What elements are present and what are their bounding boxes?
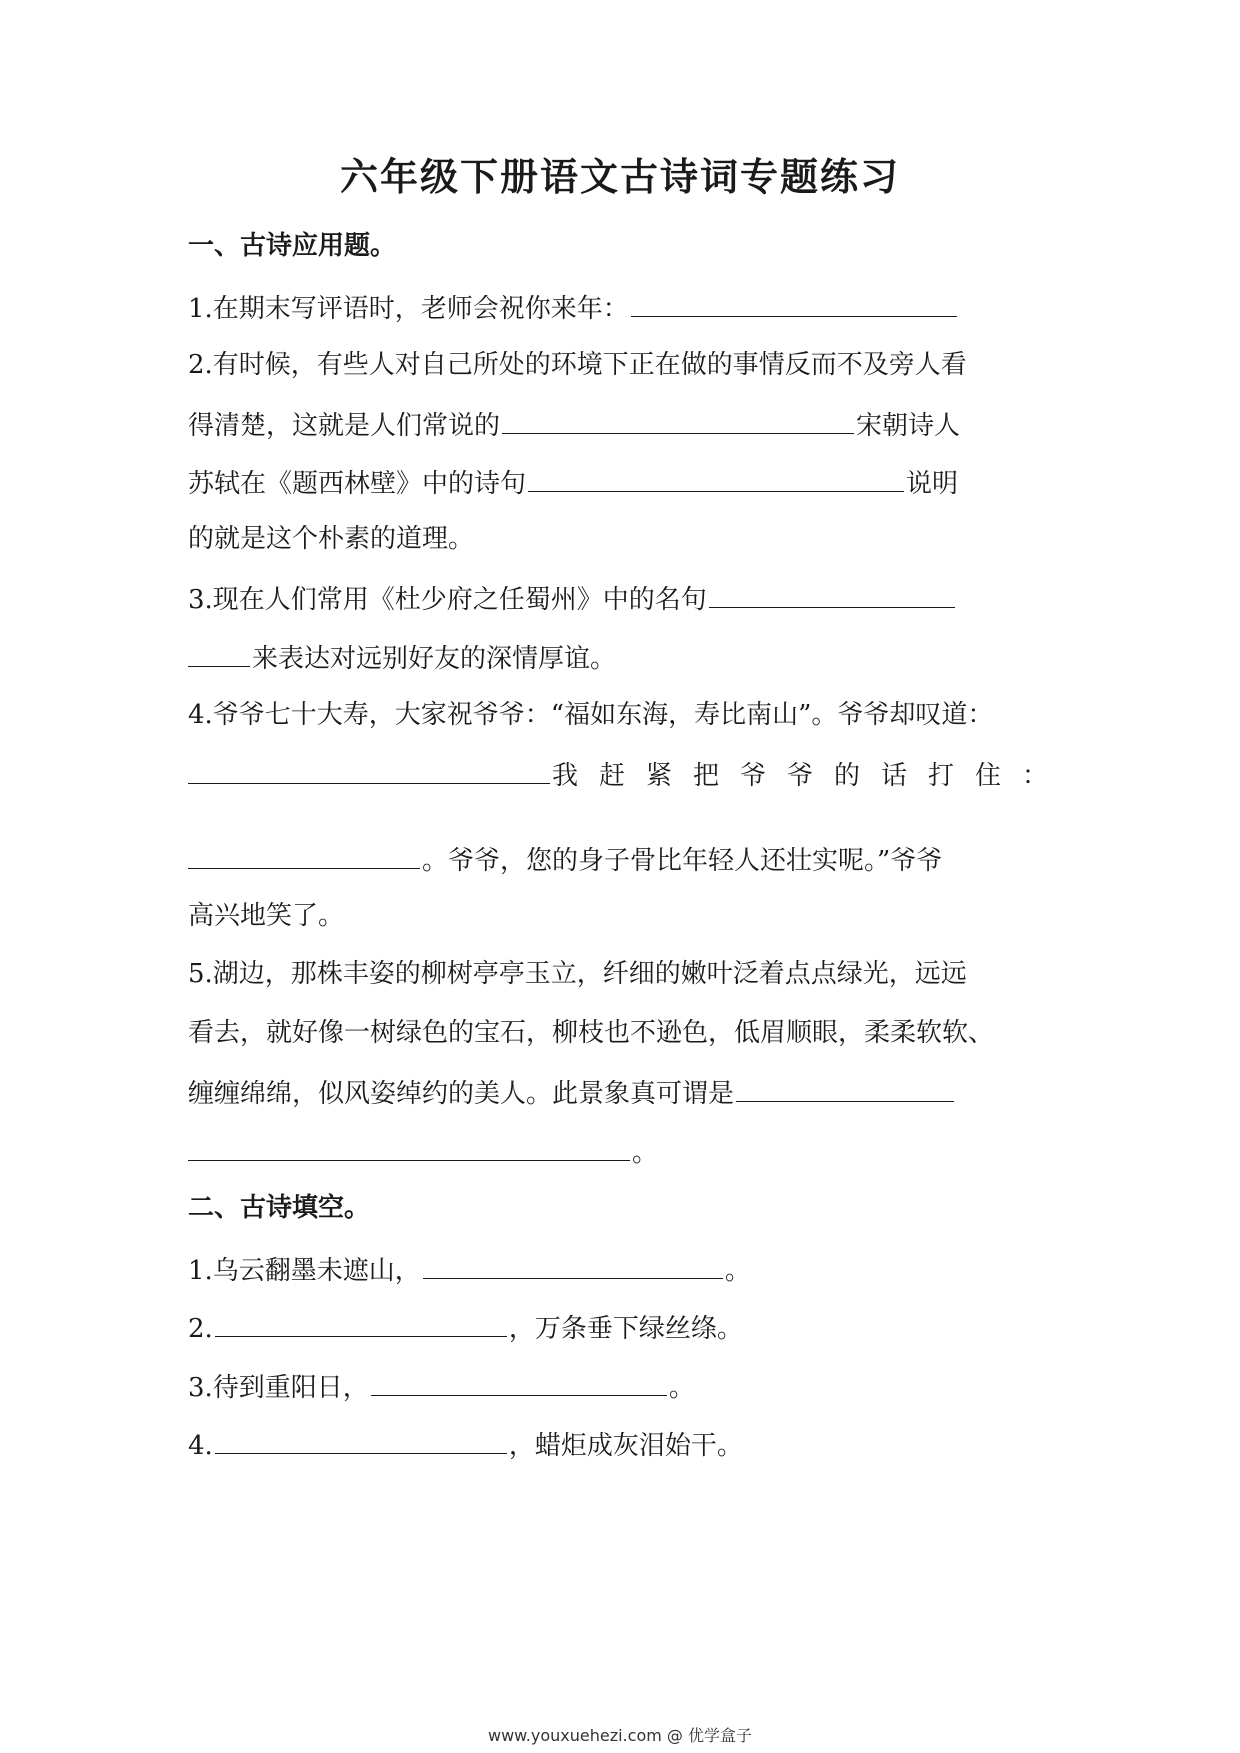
question-text: ，蜡炬成灰泪始干。 bbox=[508, 1431, 743, 1461]
question-1-2-line-3 bbox=[188, 461, 1054, 504]
question-text: 宋朝诗人 bbox=[856, 411, 961, 441]
question-text: 1.在期末写评语时，老师会祝你来年： bbox=[188, 294, 629, 324]
question-text: 我赶紧把爷爷的话打住： bbox=[552, 761, 1070, 791]
answer-blank[interactable] bbox=[736, 1071, 954, 1102]
question-text: 4. bbox=[188, 1431, 213, 1461]
question-text: 3.现在人们常用《杜少府之任蜀州》中的名句 bbox=[188, 585, 707, 615]
question-1-4-line-2 bbox=[188, 753, 1070, 796]
question-1-1 bbox=[188, 286, 1054, 329]
answer-blank[interactable] bbox=[631, 286, 957, 317]
answer-blank[interactable] bbox=[528, 461, 904, 492]
question-1-5-line-2: 看去，就好像一树绿色的宝石，柳枝也不逊色，低眉顺眼，柔柔软软、 bbox=[188, 1018, 995, 1048]
answer-blank[interactable] bbox=[188, 636, 250, 667]
question-1-3-line-2 bbox=[188, 636, 1054, 679]
question-1-2-line-1: 2.有时候，有些人对自己所处的环境下正在做的事情反而不及旁人看 bbox=[188, 350, 967, 380]
question-1-5-line-3 bbox=[188, 1071, 1054, 1114]
question-text: 。爷爷，您的身子骨比年轻人还壮实呢。”爷爷 bbox=[422, 846, 943, 876]
question-text: 3.待到重阳日， bbox=[188, 1373, 369, 1403]
answer-blank[interactable] bbox=[502, 403, 854, 434]
answer-blank[interactable] bbox=[371, 1365, 667, 1396]
question-2-1 bbox=[188, 1248, 1054, 1291]
question-1-4-line-4: 高兴地笑了。 bbox=[188, 901, 345, 931]
question-2-4 bbox=[188, 1423, 1054, 1466]
question-text: 2. bbox=[188, 1314, 213, 1344]
question-text: 1.乌云翻墨未遮山， bbox=[188, 1256, 421, 1286]
question-text: 。 bbox=[632, 1138, 659, 1168]
question-2-3 bbox=[188, 1365, 1054, 1408]
answer-blank[interactable] bbox=[709, 577, 955, 608]
question-1-5-line-4 bbox=[188, 1130, 1054, 1173]
answer-blank[interactable] bbox=[423, 1248, 723, 1279]
question-text: 。 bbox=[668, 1373, 695, 1403]
answer-blank[interactable] bbox=[188, 838, 420, 869]
question-text: 。 bbox=[724, 1256, 751, 1286]
answer-blank[interactable] bbox=[215, 1306, 507, 1337]
question-2-2 bbox=[188, 1306, 1054, 1349]
question-text: 说明 bbox=[906, 469, 959, 499]
question-text: 缠缠绵绵，似风姿绰约的美人。此景象真可谓是 bbox=[188, 1079, 735, 1109]
section-heading-2: 二、古诗填空。 bbox=[188, 1193, 371, 1223]
question-1-4-line-3 bbox=[188, 838, 1054, 881]
section-heading-1: 一、古诗应用题。 bbox=[188, 231, 397, 261]
question-text: 来表达对远别好友的深情厚谊。 bbox=[252, 644, 617, 674]
question-text: 得清楚，这就是人们常说的 bbox=[188, 411, 501, 441]
answer-blank[interactable] bbox=[188, 753, 550, 784]
question-1-4-line-1: 4.爷爷七十大寿，大家祝爷爷：“福如东海，寿比南山”。爷爷却叹道： bbox=[188, 700, 994, 730]
page-title: 六年级下册语文古诗词专题练习 bbox=[339, 154, 900, 199]
question-1-2-line-2 bbox=[188, 403, 1054, 446]
question-1-2-line-4: 的就是这个朴素的道理。 bbox=[188, 524, 475, 554]
question-1-3-line-1 bbox=[188, 577, 1054, 620]
footer-watermark: www.youxuehezi.com @ 优学盒子 bbox=[488, 1726, 752, 1745]
question-text: ，万条垂下绿丝绦。 bbox=[508, 1314, 743, 1344]
question-1-5-line-1: 5.湖边，那株丰姿的柳树亭亭玉立，纤细的嫩叶泛着点点绿光，远远 bbox=[188, 959, 967, 989]
question-text: 苏轼在《题西林壁》中的诗句 bbox=[188, 469, 527, 499]
answer-blank[interactable] bbox=[188, 1130, 630, 1161]
answer-blank[interactable] bbox=[215, 1423, 507, 1454]
